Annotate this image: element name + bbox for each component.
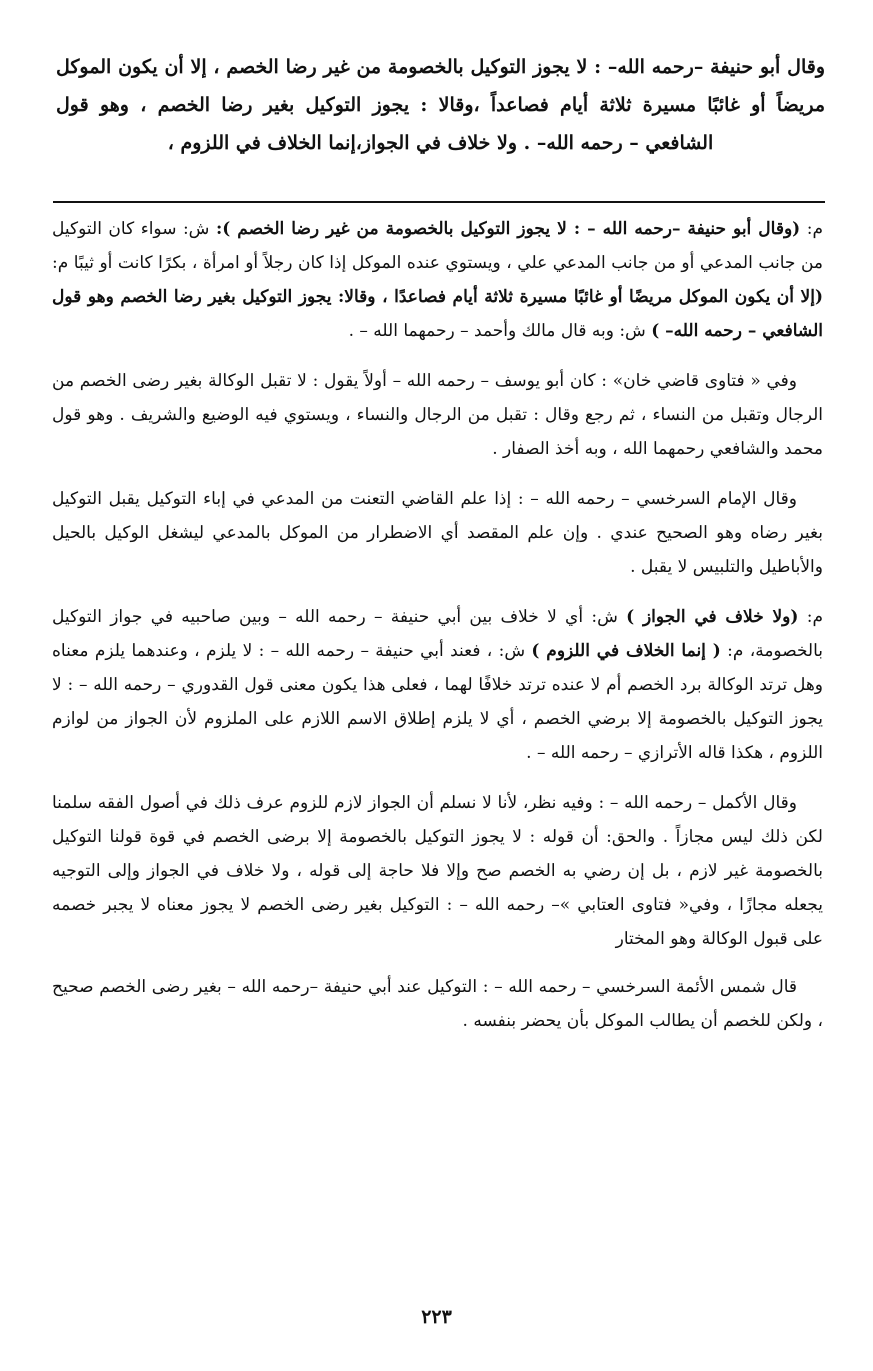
quoted-matn: (إلا أن يكون الموكل مريضًا أو غائبًا مسيرة ثلاثة أيام فصاعدًا ، وقالا: يجوز التوكيل بغير رضا الخصم وهو قول الشافعي – رحمه الله– ) <box>52 287 823 341</box>
commentary <box>52 212 823 1054</box>
separator-line <box>53 201 825 203</box>
page-number: ٢٢٣ <box>421 1306 452 1328</box>
commentary-text: ش: أي لا خلاف بين أبي حنيفة – رحمه الله – وبين صاحبيه في جواز التوكيل بالخصومة، م: <box>52 607 824 661</box>
commentary-paragraph: وقال الأكمل – رحمه الله – : وفيه نظر، لأنا لا نسلم أن الجواز لازم للزوم عرف ذلك في أصول الفقه سلمنا لكن ذلك ليس مجازاً . والحق: أن قوله : لا يجوز التوكيل بالخصومة إلا برضى الخصم في قوة قولنا التوكيل بالخصومة غير لازم ، بل إن رضي به الخصم صح وإلا فلا حاجة إلى قوله ، ولا خلاف في الجواز وإلى التوجيه يجعله مجازًا ، وفي« فتاوى العتابي »– رحمه الله – : التوكيل بغير رضى الخصم لا يجوز معناه لا يجبر خصمه على قبول الوكالة وهو المختار <box>52 793 823 949</box>
commentary-paragraph: قال شمس الأئمة السرخسي – رحمه الله – : التوكيل عند أبي حنيفة –رحمه الله – بغير رضى الخصم صحيح ، ولكن للخصم أن يطالب الموكل بأن يحضر بنفسه . <box>52 977 823 1031</box>
quoted-matn: (ولا خلاف في الجواز ) <box>626 607 799 627</box>
main-text <box>56 48 825 162</box>
commentary-text: ش: سواء كان التوكيل من جانب المدعي أو من جانب المدعي علي ، ويستوي عنده الموكل إذا كان رجلاً أو امرأة ، بكرًا كانت أو ثيبًا م: <box>52 219 823 273</box>
matn-marker: م: <box>800 219 823 239</box>
main-text-body: وقال أبو حنيفة –رحمه الله– : لا يجوز التوكيل بالخصومة من غير رضا الخصم ، إلا أن يكون الموكل مريضاً أو غائبًا مسيرة ثلاثة أيام فصاعداً ،وقالا : يجوز التوكيل بغير رضا الخصم ، وهو قول الشافعي – رحمه الله– . ولا خلاف في الجواز،إنما الخلاف في اللزوم ، <box>56 56 825 154</box>
commentary-paragraph <box>52 212 823 348</box>
commentary-paragraph: وقال الإمام السرخسي – رحمه الله – : إذا علم القاضي التعنت من المدعي في إباء التوكيل يقبل التوكيل بغير رضاه وهو الصحيح عندي . وإن علم المقصد أي الاضطرار من الموكل بالمدعي ليشغل الوكيل بالحيل والأباطيل والتلبيس لا يقبل . <box>52 489 823 577</box>
commentary-paragraph: وفي « فتاوى قاضي خان» : كان أبو يوسف – رحمه الله – أولاً يقول : لا تقبل الوكالة بغير رضى الخصم من الرجال وتقبل من النساء ، ثم رجع وقال : تقبل من الرجال والنساء ، ويستوي فيه الوضيع والشريف . وهو قول محمد والشافعي رحمهما الله ، وبه أخذ الصفار . <box>52 371 823 459</box>
matn-marker: م: <box>798 607 823 627</box>
commentary-text: ش: ، فعند أبي حنيفة – رحمه الله – : لا يلزم ، وعندهما يلزم معناه وهل ترتد الوكالة برد الخصم أم لا عنده ترتد خلافًا لهما ، فعلى هذا يكون معنى قول القدوري – رحمه الله – : لا يجوز التوكيل بالخصومة إلا برضي الخصم ، أي لا يلزم إطلاق الاسم اللازم على الملزوم لأن الجواز من لوازم اللزوم ، هكذا قاله الأترازي – رحمه الله – . <box>52 641 823 763</box>
commentary-paragraph <box>52 600 823 770</box>
quoted-matn: ( إنما الخلاف في اللزوم ) <box>531 641 721 661</box>
commentary-text: ش: وبه قال مالك وأحمد – رحمهما الله – . <box>348 321 652 341</box>
quoted-matn: (وقال أبو حنيفة –رحمه الله – : لا يجوز التوكيل بالخصومة من غير رضا الخصم ): <box>215 219 801 239</box>
